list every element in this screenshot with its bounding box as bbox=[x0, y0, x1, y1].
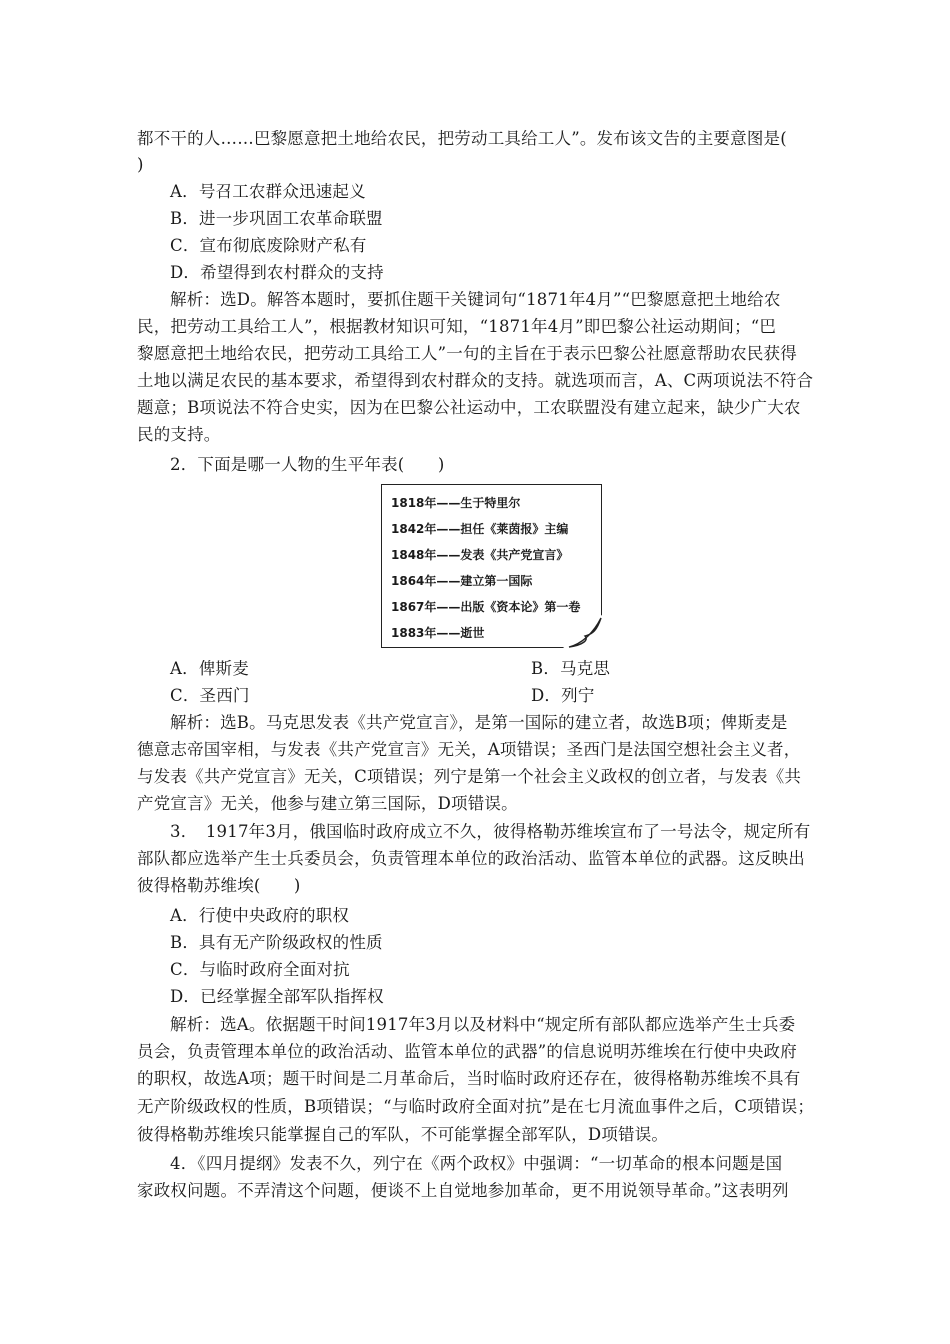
q4-stem-line: 4．《四月提纲》发表不久，列宁在《两个政权》中强调：“一切革命的根本问题是国 bbox=[170, 1154, 783, 1173]
q2-analysis-line: 德意志帝国宰相，与发表《共产党宣言》无关，A项错误；圣西门是法国空想社会主义者， bbox=[137, 740, 801, 759]
q2-stem: 2．下面是哪一人物的生平年表( ) bbox=[170, 455, 445, 474]
q3-analysis-line: 员会，负责管理本单位的政治活动、监管本单位的武器”的信息说明苏维埃在行使中央政府 bbox=[137, 1042, 797, 1061]
timeline-entry: 1883年——逝世 bbox=[391, 626, 485, 640]
q1-analysis-line: 民的支持。 bbox=[137, 425, 221, 444]
timeline-entry: 1818年——生于特里尔 bbox=[391, 496, 521, 510]
q2-option-d: D．列宁 bbox=[531, 686, 595, 705]
q3-option-a: A．行使中央政府的职权 bbox=[170, 906, 350, 925]
timeline-entry: 1864年——建立第一国际 bbox=[391, 574, 533, 588]
text-line: 都不干的人……巴黎愿意把土地给农民，把劳动工具给工人”。发布该文告的主要意图是( bbox=[137, 129, 787, 148]
q3-stem-line: 彼得格勒苏维埃( ) bbox=[137, 876, 301, 895]
q3-analysis-line: 无产阶级政权的性质，B项错误；“与临时政府全面对抗”是在七月流血事件之后，C项错误； bbox=[137, 1097, 815, 1116]
q2-analysis-line: 产党宣言》无关，他参与建立第三国际，D项错误。 bbox=[137, 794, 518, 813]
q4-stem-line: 家政权问题。不弄清这个问题，便谈不上自觉地参加革命，更不用说领导革命。”这表明列 bbox=[137, 1181, 789, 1200]
timeline-entry: 1842年——担任《莱茵报》主编 bbox=[391, 522, 569, 536]
q1-analysis-line: 解析：选D。解答本题时，要抓住题干关键词句“1871年4月”“巴黎愿意把土地给农 bbox=[170, 290, 781, 309]
q1-analysis-line: 土地以满足农民的基本要求，希望得到农村群众的支持。就选项而言，A、C两项说法不符合 bbox=[137, 371, 814, 390]
q2-option-b: B．马克思 bbox=[531, 659, 611, 678]
q3-stem-line: 部队都应选举产生士兵委员会，负责管理本单位的政治活动、监管本单位的武器。这反映出 bbox=[137, 849, 805, 868]
q3-option-b: B．具有无产阶级政权的性质 bbox=[170, 933, 383, 952]
q2-option-c: C．圣西门 bbox=[170, 686, 250, 705]
q1-option-b: B．进一步巩固工农革命联盟 bbox=[170, 209, 383, 228]
q3-option-c: C．与临时政府全面对抗 bbox=[170, 960, 350, 979]
q1-analysis-line: 题意；B项说法不符合史实，因为在巴黎公社运动中，工农联盟没有建立起来，缺少广大农 bbox=[137, 398, 801, 417]
timeline-entry: 1848年——发表《共产党宣言》 bbox=[391, 548, 569, 562]
q2-analysis-line: 解析：选B。马克思发表《共产党宣言》，是第一国际的建立者，故选B项；俾斯麦是 bbox=[170, 713, 788, 732]
q3-analysis-line: 的职权，故选A项；题干时间是二月革命后，当时临时政府还存在，彼得格勒苏维埃不具有 bbox=[137, 1069, 801, 1088]
q2-analysis-line: 与发表《共产党宣言》无关，C项错误；列宁是第一个社会主义政权的创立者，与发表《共 bbox=[137, 767, 802, 786]
q1-option-c: C．宣布彻底废除财产私有 bbox=[170, 236, 367, 255]
q1-analysis-line: 民，把劳动工具给工人”，根据教材知识可知，“1871年4月”即巴黎公社运动期间；“巴 bbox=[137, 317, 777, 336]
q1-option-d: D．希望得到农村群众的支持 bbox=[170, 263, 384, 282]
q3-analysis-line: 彼得格勒苏维埃只能掌握自己的军队，不可能掌握全部军队，D项错误。 bbox=[137, 1125, 669, 1144]
timeline-entry: 1867年——出版《资本论》第一卷 bbox=[391, 600, 581, 614]
q1-option-a: A．号召工农群众迅速起义 bbox=[170, 182, 366, 201]
page-curl-icon bbox=[563, 614, 603, 648]
q3-analysis-line: 解析：选A。依据题干时间1917年3月以及材料中“规定所有部队都应选举产生士兵委 bbox=[170, 1015, 796, 1034]
text-line: ) bbox=[137, 155, 144, 174]
q3-stem-line: 3． 1917年3月，俄国临时政府成立不久，彼得格勒苏维埃宣布了一号法令，规定所有 bbox=[170, 822, 811, 841]
q1-analysis-line: 黎愿意把土地给农民，把劳动工具给工人”一句的主旨在于表示巴黎公社愿意帮助农民获得 bbox=[137, 344, 797, 363]
q3-option-d: D．已经掌握全部军队指挥权 bbox=[170, 987, 384, 1006]
q2-option-a: A．俾斯麦 bbox=[170, 659, 249, 678]
